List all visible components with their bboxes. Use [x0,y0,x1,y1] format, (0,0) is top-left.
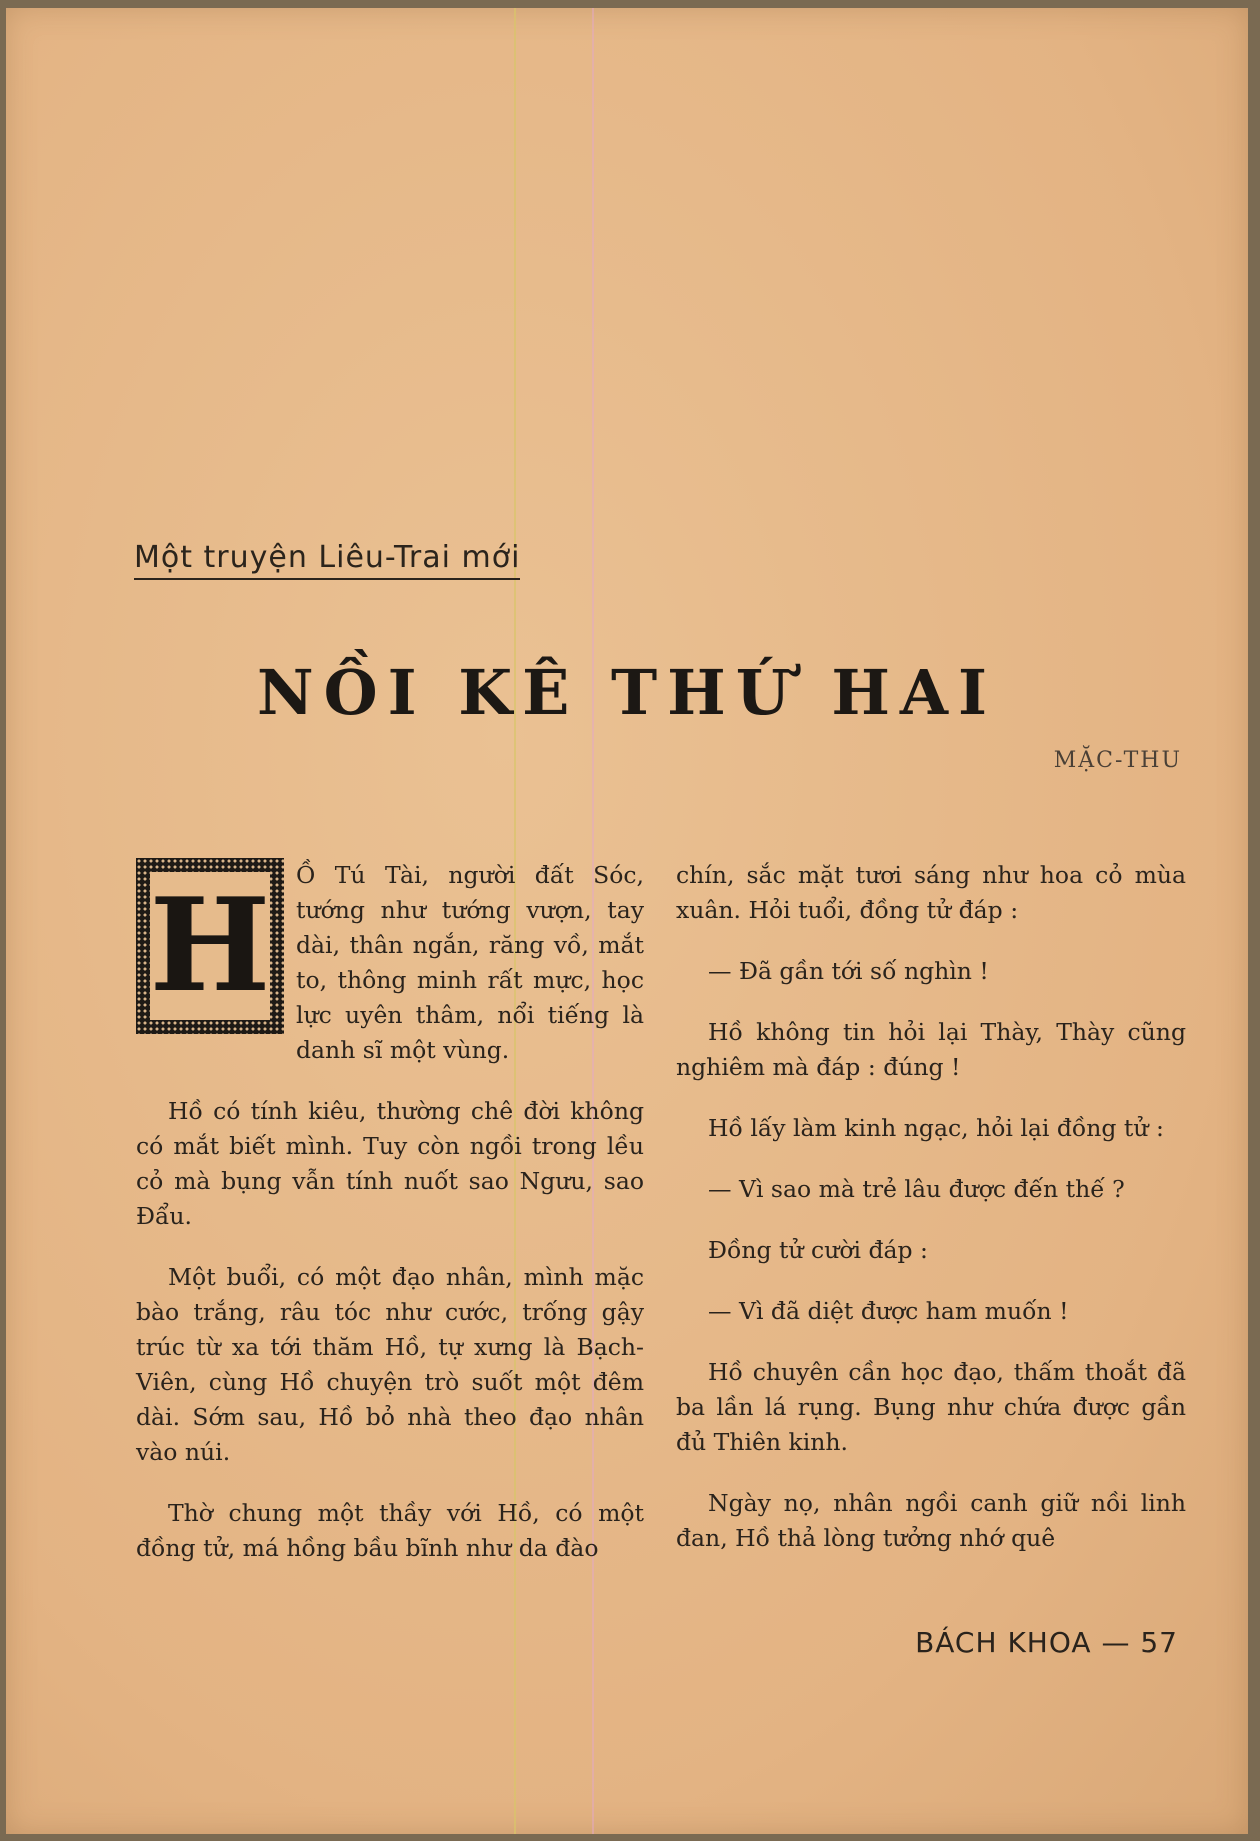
paragraph-text: Ồ Tú Tài, người đất Sóc, tướng như tướng vượn, tay dài, thân ngắn, răng vồ, mắt to, thông minh rất mực, học lực uyên thâm, nổi tiếng là danh sĩ một vùng. [296,861,644,1064]
paragraph: Hồ có tính kiêu, thường chê đời không có mắt biết mình. Tuy còn ngồi trong lều cỏ mà bụng vẫn tính nuốt sao Ngưu, sao Đẩu. [136,1097,644,1230]
paragraph: Một buổi, có một đạo nhân, mình mặc bào trắng, râu tóc như cước, trống gậy trúc từ xa tới thăm Hồ, tự xưng là Bạch-Viên, cùng Hồ chuyện trò suốt một đêm dài. Sớm sau, Hồ bỏ nhà theo đạo nhân vào núi. [136,1263,644,1466]
series-label: Một truyện Liêu-Trai mới [134,540,520,580]
paragraph: Đồng tử cười đáp : [708,1236,928,1264]
paragraph [136,858,644,1068]
dialogue-line: — Vì sao mà trẻ lâu được đến thế ? [708,1175,1125,1203]
paragraph: Hồ không tin hỏi lại Thày, Thày cũng nghiêm mà đáp : đúng ! [676,1018,1186,1081]
paragraph: chín, sắc mặt tươi sáng như hoa cỏ mùa xuân. Hỏi tuổi, đồng tử đáp : [676,861,1186,924]
dropcap-ornament [136,858,284,1034]
page-footer: BÁCH KHOA — 57 [915,1626,1178,1659]
dropcap-letter: H [149,870,271,1021]
paragraph: Hồ lấy làm kinh ngạc, hỏi lại đồng tử : [708,1114,1164,1142]
story-title: NỒI KÊ THỨ HAI [256,656,998,729]
right-column [676,858,1186,1582]
paragraph: Ngày nọ, nhân ngồi canh giữ nồi linh đan, Hồ thả lòng tưởng nhớ quê [676,1489,1186,1552]
author-name: MẶC-THU [1053,748,1182,773]
dialogue-line: — Đã gần tới số nghìn ! [708,957,989,985]
left-column [136,858,644,1592]
magazine-page [6,8,1248,1834]
dialogue-line: — Vì đã diệt được ham muốn ! [708,1297,1069,1325]
paragraph: Hồ chuyên cần học đạo, thấm thoắt đã ba lần lá rụng. Bụng như chứa được gần đủ Thiên kinh. [676,1358,1186,1456]
paragraph: Thờ chung một thầy với Hồ, có một đồng tử, má hồng bầu bĩnh như da đào [136,1499,644,1562]
